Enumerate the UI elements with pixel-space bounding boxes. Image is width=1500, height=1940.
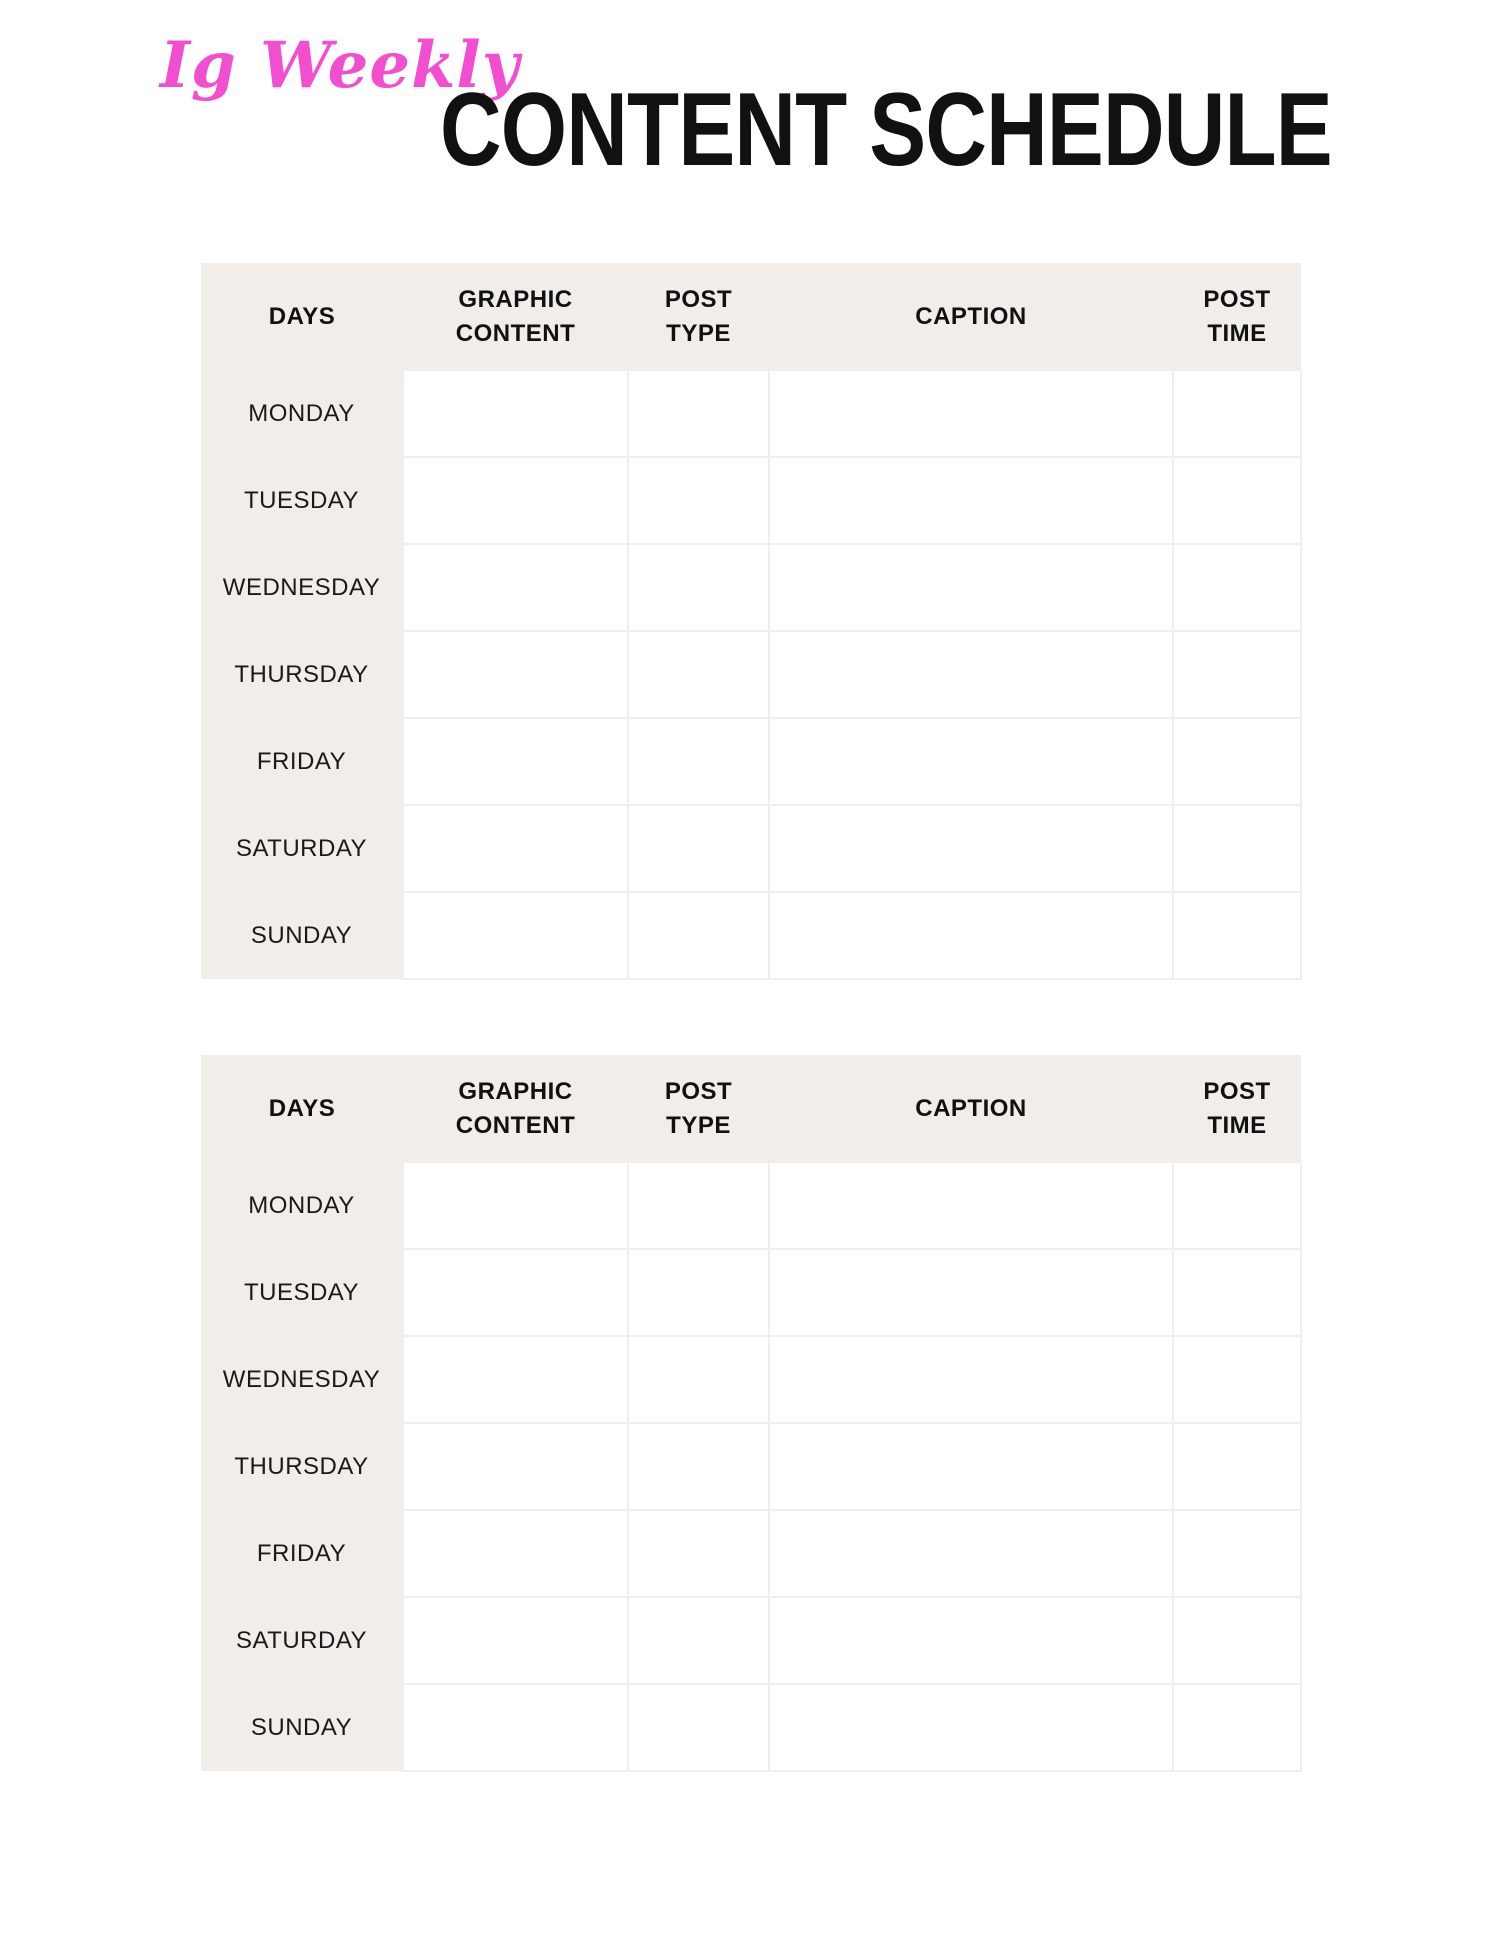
column-header-post-type [628,263,769,371]
post-type-cell[interactable] [628,1423,769,1510]
post-type-cell[interactable] [628,1684,769,1771]
column-header-post-time [1173,263,1301,371]
table-row [201,1249,1301,1336]
column-header-days [201,263,403,371]
caption-cell[interactable] [769,371,1173,457]
table-row [201,631,1301,718]
post-time-cell[interactable] [1173,892,1301,979]
post-type-cell[interactable] [628,544,769,631]
post-time-cell[interactable] [1173,1597,1301,1684]
column-header-line: TYPE [666,320,731,347]
day-label: SUNDAY [201,892,403,979]
day-label: THURSDAY [201,631,403,718]
day-label: SATURDAY [201,1597,403,1684]
graphic-content-cell[interactable] [403,1510,628,1597]
day-label: SUNDAY [201,1684,403,1771]
schedule-table [201,1055,1302,1772]
graphic-content-cell[interactable] [403,1423,628,1510]
day-label: MONDAY [201,371,403,457]
column-header-line: CAPTION [915,1095,1027,1122]
table-row [201,1684,1301,1771]
caption-cell[interactable] [769,1163,1173,1249]
graphic-content-cell[interactable] [403,371,628,457]
post-time-cell[interactable] [1173,1249,1301,1336]
column-header-line: GRAPHIC [458,286,573,313]
page-title: CONTENT SCHEDULE [440,72,1332,188]
post-type-cell[interactable] [628,1597,769,1684]
caption-cell[interactable] [769,1249,1173,1336]
column-header-graphic-content [403,263,628,371]
column-header-line: CONTENT [455,1112,576,1139]
graphic-content-cell[interactable] [403,1163,628,1249]
graphic-content-cell[interactable] [403,544,628,631]
column-header-line: CAPTION [915,303,1027,330]
table-row [201,544,1301,631]
graphic-content-cell[interactable] [403,805,628,892]
table-row [201,1163,1301,1249]
caption-cell[interactable] [769,718,1173,805]
column-header-line: POST [1203,1078,1271,1105]
caption-cell[interactable] [769,631,1173,718]
post-time-cell[interactable] [1173,718,1301,805]
day-label: TUESDAY [201,457,403,544]
post-type-cell[interactable] [628,1249,769,1336]
caption-cell[interactable] [769,1336,1173,1423]
table-row [201,457,1301,544]
column-header-caption [769,1055,1173,1163]
table-row [201,1597,1301,1684]
column-header-line: TYPE [666,1112,731,1139]
column-header-line: DAYS [268,1095,336,1122]
post-time-cell[interactable] [1173,544,1301,631]
day-label: WEDNESDAY [201,544,403,631]
column-header-line: POST [1203,286,1271,313]
post-time-cell[interactable] [1173,805,1301,892]
caption-cell[interactable] [769,1684,1173,1771]
schedule-table [201,263,1302,980]
table-row [201,892,1301,979]
caption-cell[interactable] [769,544,1173,631]
caption-cell[interactable] [769,1510,1173,1597]
post-time-cell[interactable] [1173,1684,1301,1771]
caption-cell[interactable] [769,457,1173,544]
graphic-content-cell[interactable] [403,892,628,979]
post-time-cell[interactable] [1173,1336,1301,1423]
post-type-cell[interactable] [628,371,769,457]
column-header-line: TIME [1207,1112,1267,1139]
day-label: SATURDAY [201,805,403,892]
column-header-days [201,1055,403,1163]
table-row [201,718,1301,805]
post-type-cell[interactable] [628,805,769,892]
post-type-cell[interactable] [628,1336,769,1423]
caption-cell[interactable] [769,1597,1173,1684]
post-type-cell[interactable] [628,1163,769,1249]
script-title: Ig Weekly [160,28,520,103]
column-header-graphic-content [403,1055,628,1163]
table-row [201,1510,1301,1597]
graphic-content-cell[interactable] [403,1684,628,1771]
post-time-cell[interactable] [1173,1423,1301,1510]
table-row [201,1423,1301,1510]
post-type-cell[interactable] [628,1510,769,1597]
column-header-line: TIME [1207,320,1267,347]
post-type-cell[interactable] [628,718,769,805]
post-time-cell[interactable] [1173,371,1301,457]
column-header-line: DAYS [268,303,336,330]
day-label: FRIDAY [201,1510,403,1597]
column-header-line: POST [664,286,733,313]
graphic-content-cell[interactable] [403,718,628,805]
caption-cell[interactable] [769,892,1173,979]
table-header-row [201,1055,1301,1163]
column-header-line: GRAPHIC [458,1078,573,1105]
column-header-line: POST [664,1078,733,1105]
table-row [201,371,1301,457]
caption-cell[interactable] [769,805,1173,892]
day-label: FRIDAY [201,718,403,805]
caption-cell[interactable] [769,1423,1173,1510]
post-type-cell[interactable] [628,892,769,979]
post-time-cell[interactable] [1173,1163,1301,1249]
column-header-post-type [628,1055,769,1163]
graphic-content-cell[interactable] [403,1597,628,1684]
day-label: TUESDAY [201,1249,403,1336]
table-row [201,1336,1301,1423]
table-row [201,805,1301,892]
graphic-content-cell[interactable] [403,631,628,718]
column-header-caption [769,263,1173,371]
post-time-cell[interactable] [1173,1510,1301,1597]
table-header-row [201,263,1301,371]
day-label: MONDAY [201,1163,403,1249]
post-time-cell[interactable] [1173,631,1301,718]
graphic-content-cell[interactable] [403,457,628,544]
post-time-cell[interactable] [1173,457,1301,544]
column-header-line: CONTENT [455,320,576,347]
column-header-post-time [1173,1055,1301,1163]
graphic-content-cell[interactable] [403,1249,628,1336]
graphic-content-cell[interactable] [403,1336,628,1423]
day-label: WEDNESDAY [201,1336,403,1423]
post-type-cell[interactable] [628,457,769,544]
day-label: THURSDAY [201,1423,403,1510]
post-type-cell[interactable] [628,631,769,718]
